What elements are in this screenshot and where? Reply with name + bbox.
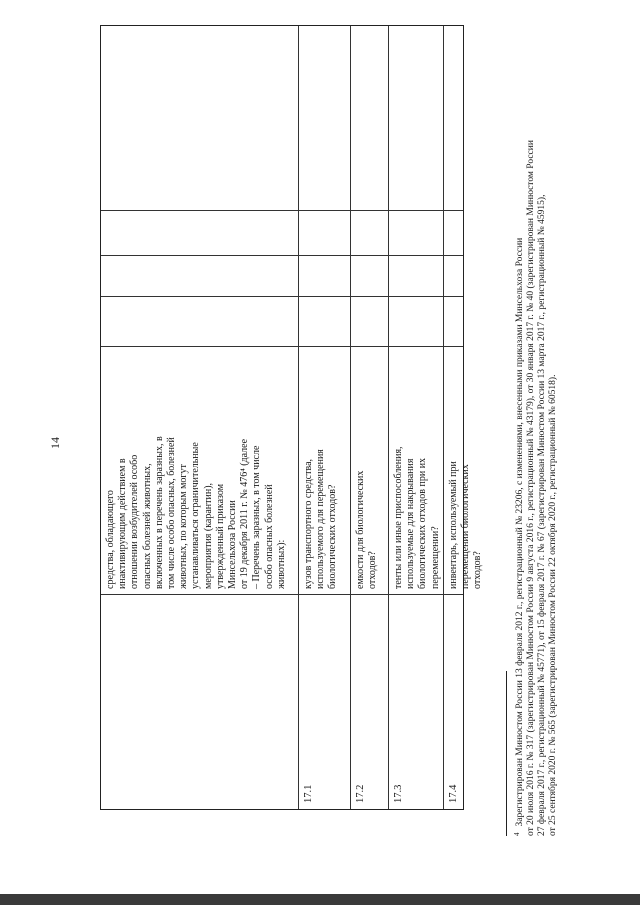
description-line: перемещении?	[429, 526, 441, 589]
row-description	[105, 436, 288, 589]
description-line: от 19 декабря 2011 г. № 476⁴ (далее	[239, 438, 251, 589]
description-line: включенных в перечень заразных, в	[153, 436, 165, 589]
row-description	[355, 470, 379, 589]
description-line: перемещении биологических	[460, 464, 472, 589]
footnote-separator	[506, 671, 507, 836]
table-row	[444, 26, 484, 809]
description-line: биологических отходов при их	[417, 457, 429, 589]
table-row	[299, 26, 351, 809]
row-number: 17.1	[303, 784, 314, 803]
description-line: отходов?	[367, 551, 379, 589]
row-number: 17.3	[393, 784, 404, 803]
row-number: 17.4	[448, 784, 459, 803]
description-line: опасных болезней животных,	[141, 463, 153, 589]
description-line: – Перечень заразных, в том числе	[251, 445, 263, 589]
table-row	[351, 26, 389, 809]
description-line: средства, обладающего	[105, 490, 116, 589]
row-description	[448, 461, 485, 589]
footnote-line: от 20 июля 2016 г. № 317 (зарегистрирован Минюстом России 9 августа 2016 г., регистрационный № 43179), от 30 января 2017 г. № 40 (зарегистрирован Минюстом России	[526, 140, 536, 836]
description-line: отношении возбудителей особо	[129, 454, 141, 589]
table-row	[101, 26, 299, 809]
footnote-line	[512, 46, 526, 836]
description-line: особо опасных болезней	[263, 484, 275, 589]
description-line: Минсельхоза России	[227, 500, 239, 589]
footnote-line: от 25 сентября 2020 г. № 565 (зарегистрирован Минюстом России 22 октября 2020 г., регистрационный № 60518).	[548, 374, 558, 836]
description-line: животных):	[275, 539, 287, 589]
description-line: устанавливаться ограничительные	[190, 442, 202, 589]
description-line: животных, по которым могут	[178, 464, 190, 589]
footnote-marker: 4	[513, 832, 521, 836]
scan-edge	[0, 894, 640, 905]
footnote	[512, 46, 559, 836]
description-line: том числе особо опасных, болезней	[166, 437, 178, 589]
description-line: инактивирующим действием в	[117, 458, 129, 589]
footnote-text: Зарегистрирован Минюстом России 13 февраля 2012 г., регистрационный № 23206, с изменениями, внесенными приказами Минсельхоза России	[515, 237, 525, 827]
checklist-table	[100, 25, 484, 810]
description-line: кузов транспортного средства,	[303, 458, 314, 589]
description-line: тенты или иные приспособления,	[393, 446, 404, 589]
description-line: емкости для биологических	[355, 470, 366, 589]
page-number: 14	[48, 437, 62, 449]
description-line: используемые для накрывания	[405, 458, 417, 589]
footnote-line: 27 февраля 2017 г., регистрационный № 45771), от 15 февраля 2017 г. № 67 (зарегистрирован Минюстом России 13 марта 2017 г., регистрационный № 45915),	[537, 194, 547, 836]
description-line: инвентарь, используемый при	[448, 461, 459, 589]
row-number: 17.2	[355, 784, 366, 803]
description-line: отходов?	[472, 551, 484, 589]
row-description	[393, 446, 442, 589]
row-description	[303, 449, 340, 589]
table-row	[389, 26, 444, 809]
description-line: используемого для перемещения	[315, 449, 327, 589]
description-line: утвержденный приказом	[214, 483, 226, 589]
description-line: мероприятия (карантин),	[202, 482, 214, 589]
description-line: биологических отходов?	[327, 484, 339, 589]
